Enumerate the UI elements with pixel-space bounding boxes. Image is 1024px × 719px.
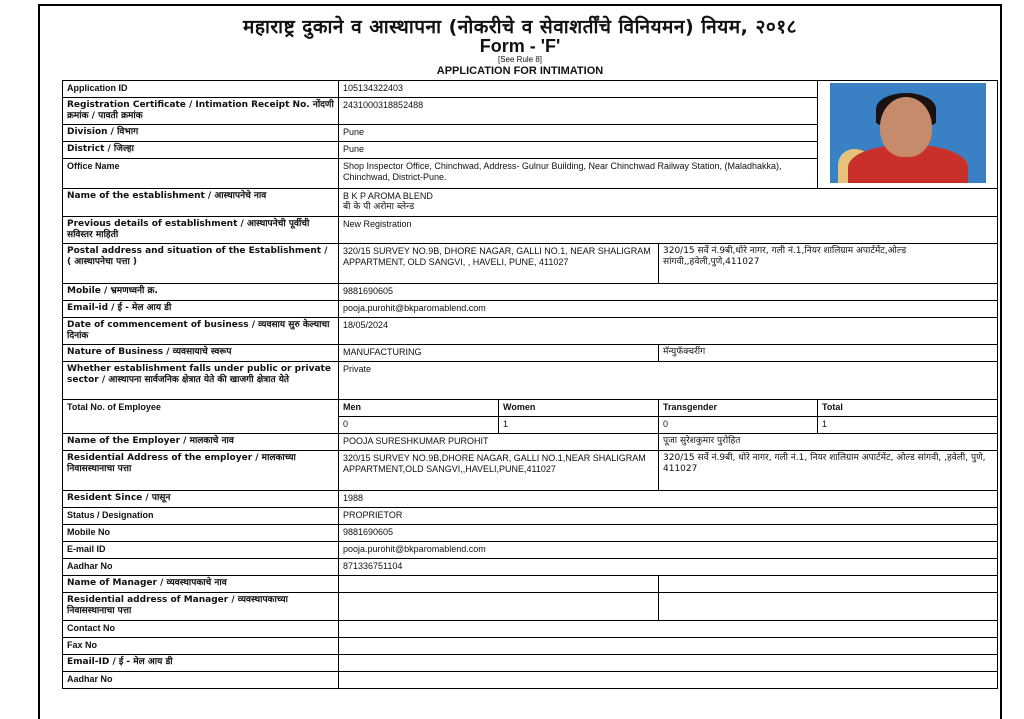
employer-email-value: pooja.purohit@bkparomablend.com (339, 542, 998, 559)
email-value: pooja.purohit@bkparomablend.com (339, 301, 998, 318)
nature-of-business-label: Nature of Business / व्यवसायाचे स्वरूप (63, 345, 339, 362)
sector-label: Whether establishment falls under public or private sector / आस्थापना सार्वजनिक क्षेत्रात येते की खाजगी क्षेत्रात येते (63, 362, 339, 400)
application-id-value: 105134322403 (339, 81, 818, 98)
email-label: Email-id / ई - मेल आय डी (63, 301, 339, 318)
division-label: Division / विभाग (63, 125, 339, 142)
table-row (63, 655, 998, 672)
table-row (63, 400, 998, 417)
table-row (63, 81, 998, 98)
employer-mobile-label: Mobile No (63, 525, 339, 542)
previous-details-value: New Registration (339, 217, 998, 244)
manager-email-value (339, 655, 998, 672)
establishment-name-value (339, 189, 998, 217)
mobile-label: Mobile / भ्रमणध्वनी क्र. (63, 284, 339, 301)
rule-reference: [See Rule 8] (497, 55, 543, 64)
total-employees-label: Total No. of Employee (63, 400, 339, 434)
aadhar-label: Aadhar No (63, 559, 339, 576)
form-title: Form - 'F' (479, 36, 561, 56)
table-row (63, 508, 998, 525)
commencement-date-value: 18/05/2024 (339, 318, 998, 345)
registration-no-value: 2431000318852488 (339, 98, 818, 125)
manager-address-label: Residential address of Manager / व्यवस्थापकाच्या निवासस्थानाचा पत्ता (63, 593, 339, 621)
table-row (63, 542, 998, 559)
application-id-label: Application ID (63, 81, 339, 98)
table-row (63, 217, 998, 244)
office-name-label: Office Name (63, 159, 339, 189)
table-row (63, 451, 998, 491)
table-row (63, 244, 998, 284)
form-header (40, 16, 1000, 78)
applicant-photo (830, 83, 986, 183)
table-row (63, 621, 998, 638)
employer-address-mr: 320/15 सर्वे नं.9बी, धोरे नागर, गली नं.1, नियर शालिग्राम अपार्टमेंट, ओल्ड सांगवी, ,हवेली, पुणे, 411027 (659, 451, 998, 491)
applicant-photo-cell (818, 81, 998, 189)
postal-address-en: 320/15 SURVEY NO.9B, DHORE NAGAR, GALLI NO.1, NEAR SHALIGRAM APPARTMENT, OLD SANGVI, , HAVELI, PUNE, 411027 (339, 244, 659, 284)
status-value: PROPRIETOR (339, 508, 998, 525)
manager-email-label: Email-ID / ई - मेल आय डी (63, 655, 339, 672)
postal-address-label: Postal address and situation of the Establishment / ( आस्थापनेचा पत्ता ) (63, 244, 339, 284)
employees-men-count: 0 (339, 417, 499, 434)
manager-aadhar-value (339, 672, 998, 689)
table-row (63, 525, 998, 542)
table-row (63, 318, 998, 345)
fax-no-label: Fax No (63, 638, 339, 655)
manager-name-label: Name of Manager / व्यवस्थापकाचे नाव (63, 576, 339, 593)
mobile-value: 9881690605 (339, 284, 998, 301)
district-value: Pune (339, 142, 818, 159)
employees-transgender-header: Transgender (659, 400, 818, 417)
manager-name-en (339, 576, 659, 593)
nature-of-business-en: MANUFACTURING (339, 345, 659, 362)
division-value: Pune (339, 125, 818, 142)
employees-total-header: Total (818, 400, 998, 417)
employer-name-label: Name of the Employer / मालकाचे नाव (63, 434, 339, 451)
resident-since-value: 1988 (339, 491, 998, 508)
table-row (63, 345, 998, 362)
table-row (63, 638, 998, 655)
postal-address-mr: 320/15 सर्वे नं.9बी,धोरे नागर, गली नं.1,नियर शालिग्राम अपार्टमेंट,ओल्ड सांगवी,,हवेली,पुणे,411027 (659, 244, 998, 284)
resident-since-label: Resident Since / पासून (63, 491, 339, 508)
contact-no-value (339, 621, 998, 638)
table-row (63, 491, 998, 508)
commencement-date-label: Date of commencement of business / व्यवसाय सुरु केल्याचा दिनांक (63, 318, 339, 345)
rules-title-marathi: महाराष्ट्र दुकाने व आस्थापना (नोकरीचे व सेवाशर्तींचे विनियमन) नियम, २०१८ (243, 16, 797, 38)
form-page (38, 4, 1002, 719)
manager-address-mr (659, 593, 998, 621)
table-row (63, 284, 998, 301)
manager-address-en (339, 593, 659, 621)
aadhar-value: 871336751104 (339, 559, 998, 576)
manager-name-mr (659, 576, 998, 593)
table-row (63, 362, 998, 400)
table-row (63, 434, 998, 451)
employer-mobile-value: 9881690605 (339, 525, 998, 542)
employees-women-count: 1 (499, 417, 659, 434)
previous-details-label: Previous details of establishment / आस्थापनेची पूर्वीची सविस्तर माहिती (63, 217, 339, 244)
employees-women-header: Women (499, 400, 659, 417)
employer-name-en: POOJA SURESHKUMAR PUROHIT (339, 434, 659, 451)
employer-email-label: E-mail ID (63, 542, 339, 559)
table-row (63, 672, 998, 689)
establishment-name-mr: बी के पी अरोमा ब्लेन्ड (343, 202, 415, 212)
sector-value: Private (339, 362, 998, 400)
district-label: District / जिल्हा (63, 142, 339, 159)
table-row (63, 301, 998, 318)
employer-address-en: 320/15 SURVEY NO.9B,DHORE NAGAR, GALLI NO.1,NEAR SHALIGRAM APPARTMENT,OLD SANGVI,,HAVELI,PUNE,411027 (339, 451, 659, 491)
office-name-value: Shop Inspector Office, Chinchwad, Address- Gulnur Building, Near Chinchwad Railway Station, (Maladhakka), Chinchwad, District-Pune. (339, 159, 818, 189)
application-table (62, 80, 998, 689)
employer-address-label: Residential Address of the employer / मालकाच्या निवासस्थानाचा पत्ता (63, 451, 339, 491)
table-row (63, 576, 998, 593)
employees-total-count: 1 (818, 417, 998, 434)
employees-transgender-count: 0 (659, 417, 818, 434)
table-row (63, 559, 998, 576)
employer-name-mr: पूजा सुरेशकुमार पुरोहित (659, 434, 998, 451)
nature-of-business-mr: मॅन्युफॅक्चरींग (659, 345, 998, 362)
employees-men-header: Men (339, 400, 499, 417)
table-row (63, 189, 998, 217)
status-label: Status / Designation (63, 508, 339, 525)
establishment-name-label: Name of the establishment / आस्थापनेचे नाव (63, 189, 339, 217)
table-row (63, 593, 998, 621)
application-title: APPLICATION FOR INTIMATION (436, 65, 604, 77)
establishment-name-en: B K P AROMA BLEND (343, 191, 433, 201)
contact-no-label: Contact No (63, 621, 339, 638)
registration-no-label: Registration Certificate / Intimation Receipt No. नोंदणी क्रमांक / पावती क्रमांक (63, 98, 339, 125)
manager-aadhar-label: Aadhar No (63, 672, 339, 689)
fax-no-value (339, 638, 998, 655)
